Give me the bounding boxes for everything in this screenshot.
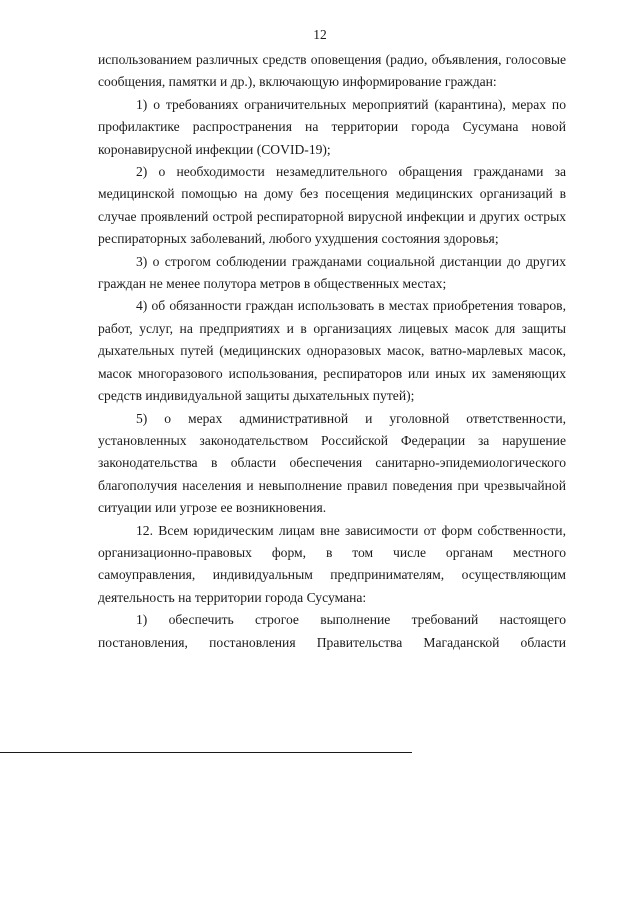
paragraph-section-12: 12. Всем юридическим лицам вне зависимости от форм собственности, организационно-правовых форм, в том числе органам местного самоуправления, индивидуальным предпринимателям, осуществляющим деятельность на территории города Сусумана: <box>98 522 566 605</box>
page-number: 12 <box>313 27 327 42</box>
paragraph-item-1: 1) о требованиях ограничительных мероприятий (карантина), мерах по профилактике распространения на территории города Сусумана новой коронавирусной инфекции (COVID-19); <box>98 96 566 157</box>
paragraph-item-2: 2) о необходимости незамедлительного обращения гражданами за медицинской помощью на дому без посещения медицинских организаций в случае проявлений острой респираторной вирусной инфекции и других острых респираторных заболеваний, любого ухудшения состояния здоровья; <box>98 164 566 247</box>
paragraph-section-12-item-1: 1) обеспечить строгое выполнение требований настоящего постановления, постановления Правительства Магаданской области <box>98 612 566 650</box>
footnote-divider-line <box>0 752 412 753</box>
document-body <box>98 49 566 654</box>
paragraph-item-3: 3) о строгом соблюдении гражданами социальной дистанции до других граждан не менее полутора метров в общественных местах; <box>98 253 566 292</box>
paragraph-item-4: 4) об обязанности граждан использовать в местах приобретения товаров, работ, услуг, на предприятиях и в организациях лицевых масок для защиты дыхательных путей (медицинских одноразовых масок, ватно-марлевых масок, масок многоразового использования, респираторов или иных их заменяющих средств индивидуальной защиты дыхательных путей); <box>98 298 566 404</box>
paragraph-continuation: использованием различных средств оповещения (радио, объявления, голосовые сообщения, памятки и др.), включающую информирование граждан: <box>98 52 566 90</box>
paragraph-item-5: 5) о мерах административной и уголовной ответственности, установленных законодательством Российской Федерации за нарушение законодательства в области обеспечения санитарно-эпидемиологического благополучия населения и невыполнение правил поведения при чрезвычайной ситуации или угрозе ее возникновения. <box>98 410 566 516</box>
